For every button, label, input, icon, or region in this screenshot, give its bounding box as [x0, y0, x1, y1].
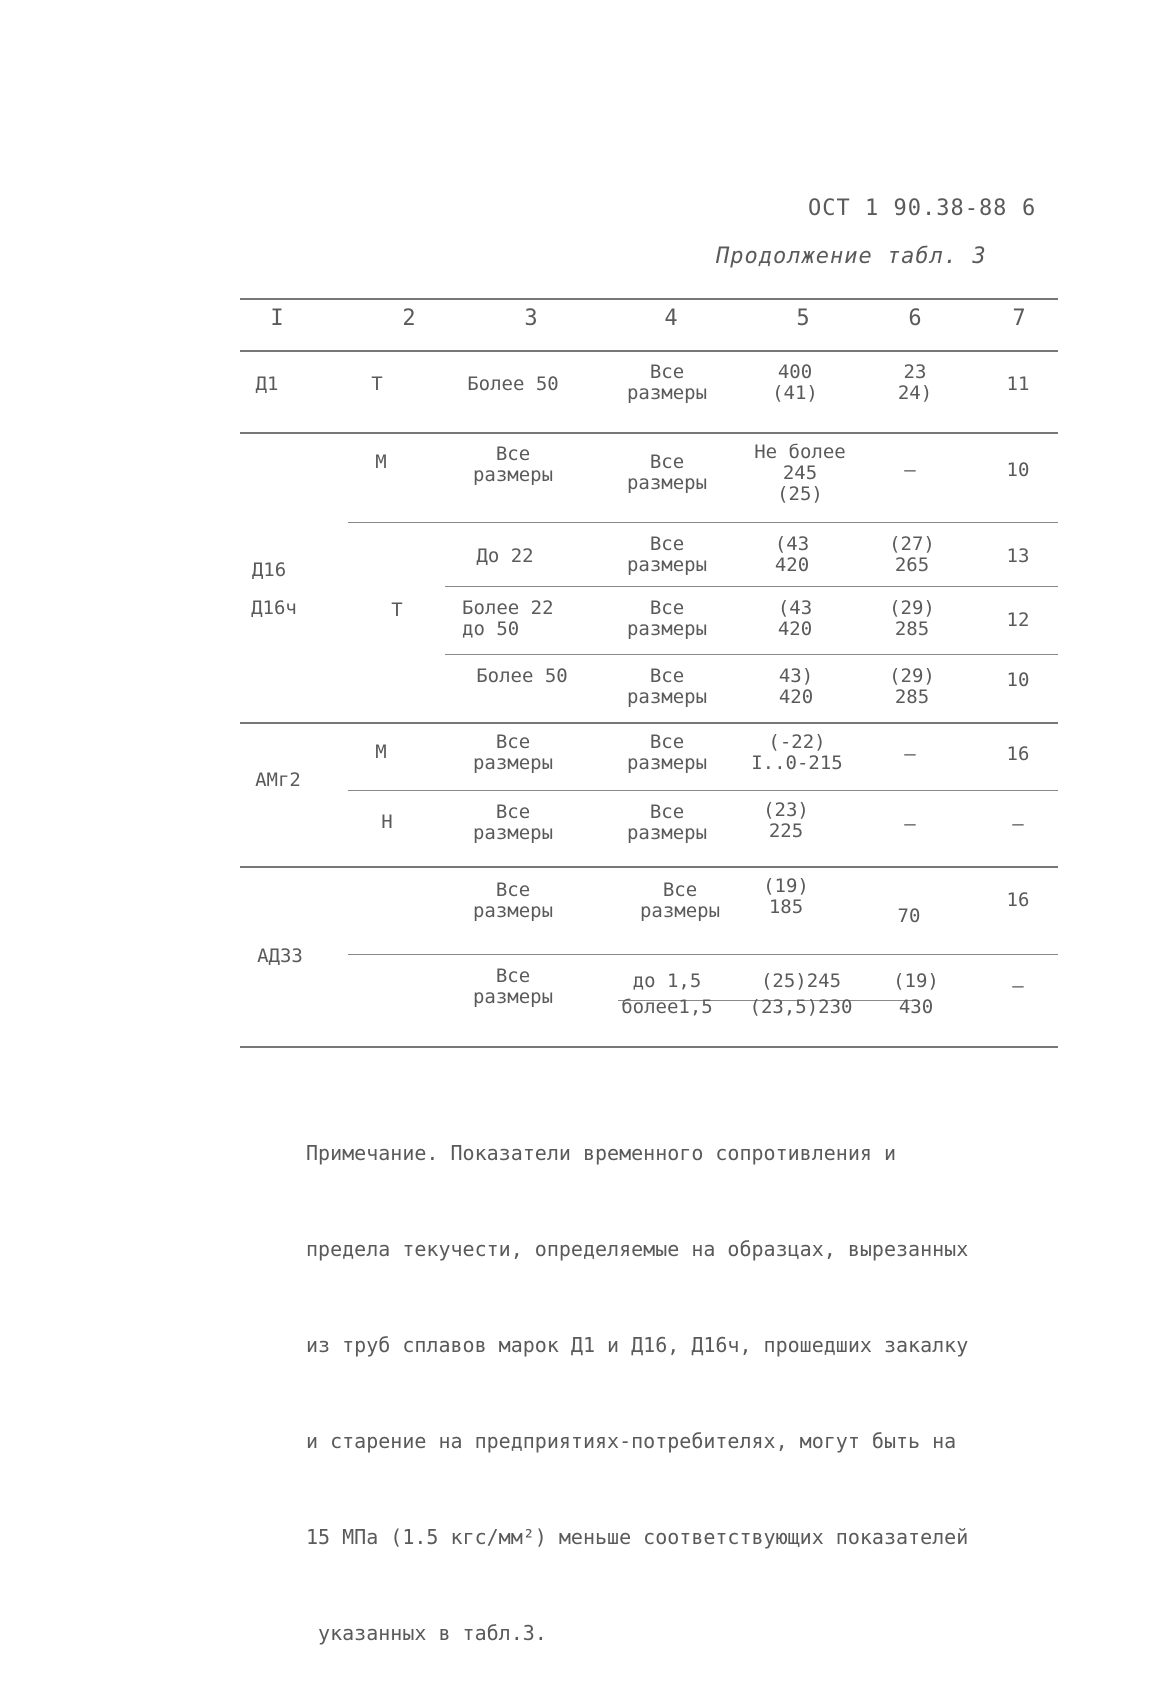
- temper-cell: Т: [391, 599, 403, 621]
- cell-line: Все: [495, 731, 531, 753]
- temper-cell: Н: [381, 811, 393, 833]
- yield-strength-cell: [880, 598, 944, 640]
- cell-line: Все: [649, 533, 685, 555]
- elongation-cell: 10: [1006, 459, 1030, 481]
- diameter-cell: [612, 732, 722, 774]
- row-rule: [348, 522, 1058, 523]
- cell-line: 420: [774, 554, 810, 576]
- diameter-cell: [620, 880, 740, 922]
- column-header-1: I: [270, 306, 284, 331]
- elongation-cell: 13: [1006, 545, 1030, 567]
- yield-strength-cell: –: [904, 459, 916, 481]
- alloy-label: АД33: [257, 945, 303, 967]
- wall-thickness-cell: [462, 666, 582, 687]
- wall-thickness-cell: [448, 732, 578, 774]
- column-header-7: 7: [1012, 306, 1026, 331]
- cell-line: До 22: [476, 545, 534, 567]
- column-header-2: 2: [402, 306, 416, 331]
- cell-line: (-22): [768, 731, 826, 753]
- column-header-5: 5: [796, 306, 810, 331]
- wall-thickness-cell: [460, 546, 550, 567]
- row-rule: [240, 722, 1058, 724]
- diameter-cell: [612, 534, 722, 576]
- tensile-strength-cell: [742, 732, 852, 774]
- cell-line: до 50: [462, 618, 520, 640]
- cell-line: 285: [894, 618, 930, 640]
- cell-line: 24): [897, 382, 933, 404]
- cell-line: Все: [649, 665, 685, 687]
- cell-line: (41): [772, 382, 818, 404]
- table-continuation-label: Продолжение табл. 3: [716, 244, 987, 269]
- cell-line: (23): [763, 799, 809, 821]
- cell-line: (29): [889, 665, 935, 687]
- cell-line: Все: [649, 801, 685, 823]
- cell-line: (43: [777, 597, 813, 619]
- table-note: [306, 1073, 1066, 1681]
- elongation-cell: –: [1012, 813, 1024, 835]
- row-rule: [445, 586, 1058, 587]
- cell-line: (27): [889, 533, 935, 555]
- cell-line: размеры: [626, 686, 708, 708]
- elongation-cell: –: [1012, 975, 1024, 997]
- yield-strength-cell: [880, 362, 950, 404]
- cell-line: размеры: [626, 822, 708, 844]
- cell-line: 23: [903, 361, 927, 383]
- row-rule: [240, 866, 1058, 868]
- cell-line: Не более: [754, 441, 846, 463]
- alloy-label: Д16: [251, 559, 287, 581]
- table-top-rule: [240, 298, 1058, 300]
- yield-strength-cell: 70: [897, 905, 921, 927]
- cell-line: Все: [495, 443, 531, 465]
- tensile-strength-cell: [756, 876, 816, 918]
- tensile-strength-cell: [760, 362, 830, 404]
- table-bottom-rule: [240, 1046, 1058, 1048]
- page-number: 6: [1022, 196, 1037, 221]
- row-rule: [445, 654, 1058, 655]
- elongation-cell: 10: [1006, 669, 1030, 691]
- wall-thickness-cell: [448, 444, 578, 486]
- cell-line: Все: [649, 451, 685, 473]
- cell-line: размеры: [472, 464, 554, 486]
- note-line: из труб сплавов марок Д1 и Д16, Д16ч, прошедших закалку: [306, 1333, 969, 1357]
- yield-strength-cell: [886, 968, 946, 1020]
- cell-line: размеры: [626, 554, 708, 576]
- cell-line: 420: [778, 686, 814, 708]
- cell-line: 400: [777, 361, 813, 383]
- cell-line: Все: [649, 731, 685, 753]
- wall-thickness-cell: [448, 802, 578, 844]
- column-header-3: 3: [524, 306, 538, 331]
- cell-line: 430: [898, 996, 934, 1018]
- row-rule: [348, 790, 1058, 791]
- note-line: указанных в табл.3.: [306, 1621, 547, 1645]
- cell-line: 285: [894, 686, 930, 708]
- tensile-strength-cell: [740, 442, 860, 505]
- tensile-strength-cell: [766, 666, 826, 708]
- cell-line: 43): [778, 665, 814, 687]
- cell-line: Все: [495, 965, 531, 987]
- cell-line: размеры: [626, 382, 708, 404]
- diameter-cell: [612, 802, 722, 844]
- elongation-cell: 16: [1006, 889, 1030, 911]
- temper-cell: Т: [371, 373, 383, 395]
- elongation-cell: 16: [1006, 743, 1030, 765]
- tensile-strength-cell: [736, 968, 866, 1020]
- cell-line: 185: [768, 896, 804, 918]
- yield-strength-cell: –: [904, 743, 916, 765]
- cell-line: размеры: [626, 618, 708, 640]
- note-line: Примечание. Показатели временного сопротивления и: [306, 1141, 897, 1165]
- yield-strength-cell: –: [904, 813, 916, 835]
- row-rule: [348, 954, 1058, 955]
- cell-line: 265: [894, 554, 930, 576]
- wall-thickness-cell: [448, 374, 578, 395]
- tensile-strength-cell: [756, 800, 816, 842]
- cell-line: размеры: [472, 900, 554, 922]
- yield-strength-cell: [880, 666, 944, 708]
- note-line: 15 МПа (1.5 кгс/мм²) меньше соответствующих показателей: [306, 1525, 969, 1549]
- diameter-cell: [612, 452, 722, 494]
- cell-line: I..0-215: [751, 752, 843, 774]
- cell-line: размеры: [472, 822, 554, 844]
- cell-line: Все: [662, 879, 698, 901]
- cell-line: Все: [649, 597, 685, 619]
- diameter-cell: [612, 362, 722, 404]
- cell-line: Все: [495, 879, 531, 901]
- alloy-label: АМг2: [255, 769, 301, 791]
- cell-line: (29): [889, 597, 935, 619]
- document-code: ОСТ 1 90.38-88: [808, 196, 1008, 221]
- cell-line: размеры: [626, 472, 708, 494]
- cell-line: Все: [495, 801, 531, 823]
- cell-line: размеры: [626, 752, 708, 774]
- cell-line: размеры: [472, 986, 554, 1008]
- column-header-6: 6: [908, 306, 922, 331]
- cell-line: Более 50: [476, 665, 568, 687]
- cell-line: (25): [777, 483, 823, 505]
- cell-line: размеры: [639, 900, 721, 922]
- diameter-cell: [612, 968, 722, 1020]
- cell-line: 245: [782, 462, 818, 484]
- cell-line: 225: [768, 820, 804, 842]
- column-header-4: 4: [664, 306, 678, 331]
- alloy-label: Д16ч: [251, 597, 297, 619]
- tensile-strength-cell: [762, 598, 828, 640]
- diameter-cell: [612, 598, 722, 640]
- cell-line: Более 50: [467, 373, 559, 395]
- temper-cell: М: [375, 741, 387, 763]
- temper-cell: М: [375, 451, 387, 473]
- cell-line: более1,5: [621, 996, 713, 1018]
- note-line: и старение на предприятиях-потребителях, могут быть на: [306, 1429, 957, 1453]
- wall-thickness-cell: [462, 598, 582, 640]
- wall-thickness-cell: [448, 966, 578, 1008]
- row-rule: [240, 432, 1058, 434]
- cell-line: 420: [777, 618, 813, 640]
- cell-line: до 1,5: [632, 970, 702, 992]
- wall-thickness-cell: [448, 880, 578, 922]
- cell-line: (19): [763, 875, 809, 897]
- cell-line: (19): [893, 970, 939, 992]
- cell-line: (23,5)230: [749, 996, 853, 1018]
- alloy-label: Д1: [255, 373, 279, 395]
- cell-line: Все: [649, 361, 685, 383]
- cell-line: (25)245: [760, 970, 842, 992]
- yield-strength-cell: [880, 534, 944, 576]
- header-bottom-rule: [240, 350, 1058, 352]
- cell-line: Более 22: [462, 597, 554, 619]
- elongation-cell: 12: [1006, 609, 1030, 631]
- tensile-strength-cell: [762, 534, 822, 576]
- cell-line: размеры: [472, 752, 554, 774]
- cell-line: (43: [774, 533, 810, 555]
- diameter-cell: [612, 666, 722, 708]
- note-line: предела текучести, определяемые на образцах, вырезанных: [306, 1237, 969, 1261]
- elongation-cell: 11: [1006, 373, 1030, 395]
